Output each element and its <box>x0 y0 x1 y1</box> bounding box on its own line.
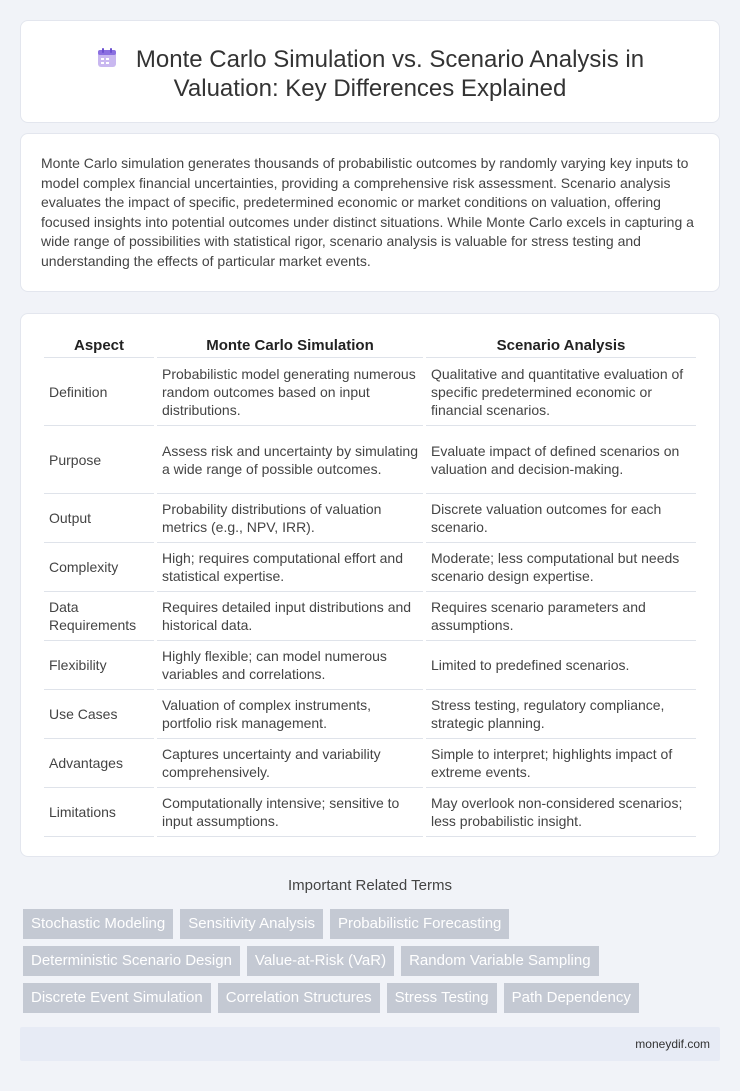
aspect-cell: Advantages <box>44 739 154 788</box>
tag-deterministic-scenario-design[interactable]: Deterministic Scenario Design <box>23 946 240 976</box>
table-row <box>44 543 696 592</box>
tag-random-variable-sampling[interactable]: Random Variable Sampling <box>401 946 599 976</box>
tag-discrete-event-simulation[interactable]: Discrete Event Simulation <box>23 983 211 1013</box>
tag-path-dependency[interactable]: Path Dependency <box>504 983 639 1013</box>
aspect-cell: Complexity <box>44 543 154 592</box>
intro-card <box>20 133 720 292</box>
footer-site[interactable]: moneydif.com <box>635 1037 710 1051</box>
tag-row <box>23 946 723 976</box>
tag-probabilistic-forecasting[interactable]: Probabilistic Forecasting <box>330 909 509 939</box>
aspect-cell: Use Cases <box>44 690 154 739</box>
scenario-cell: Evaluate impact of defined scenarios on valuation and decision-making. <box>426 426 696 494</box>
aspect-cell: Output <box>44 494 154 543</box>
aspect-cell: Limitations <box>44 788 154 837</box>
page-title <box>21 45 719 103</box>
monte-carlo-cell: Probability distributions of valuation metrics (e.g., NPV, IRR). <box>157 494 423 543</box>
table-row <box>44 494 696 543</box>
tag-row <box>23 909 723 939</box>
monte-carlo-cell: Captures uncertainty and variability comprehensively. <box>157 739 423 788</box>
title-line-2: Valuation: Key Differences Explained <box>173 75 567 102</box>
related-terms <box>23 909 723 1020</box>
monte-carlo-cell: High; requires computational effort and statistical expertise. <box>157 543 423 592</box>
monte-carlo-cell: Requires detailed input distributions and historical data. <box>157 592 423 641</box>
calendar-icon <box>96 47 118 69</box>
tag-stress-testing[interactable]: Stress Testing <box>387 983 497 1013</box>
footer <box>20 1027 720 1061</box>
table-row <box>44 788 696 837</box>
monte-carlo-cell: Assess risk and uncertainty by simulating a wide range of possible outcomes. <box>157 426 423 494</box>
header-scenario: Scenario Analysis <box>426 334 696 358</box>
table-row <box>44 592 696 641</box>
aspect-cell: Flexibility <box>44 641 154 690</box>
scenario-cell: Simple to interpret; highlights impact of extreme events. <box>426 739 696 788</box>
related-terms-title: Important Related Terms <box>288 877 452 894</box>
monte-carlo-cell: Probabilistic model generating numerous random outcomes based on input distributions. <box>157 358 423 426</box>
table-row <box>44 358 696 426</box>
scenario-cell: Requires scenario parameters and assumptions. <box>426 592 696 641</box>
header-aspect: Aspect <box>44 334 154 358</box>
tag-value-at-risk[interactable]: Value-at-Risk (VaR) <box>247 946 394 976</box>
header-monte-carlo: Monte Carlo Simulation <box>157 334 423 358</box>
tag-stochastic-modeling[interactable]: Stochastic Modeling <box>23 909 173 939</box>
tag-correlation-structures[interactable]: Correlation Structures <box>218 983 380 1013</box>
tag-sensitivity-analysis[interactable]: Sensitivity Analysis <box>180 909 323 939</box>
scenario-cell: Qualitative and quantitative evaluation of specific predetermined economic or financial scenarios. <box>426 358 696 426</box>
table-header-row <box>44 334 696 358</box>
comparison-card <box>20 313 720 857</box>
scenario-cell: Limited to predefined scenarios. <box>426 641 696 690</box>
scenario-cell: Moderate; less computational but needs scenario design expertise. <box>426 543 696 592</box>
aspect-cell: Definition <box>44 358 154 426</box>
monte-carlo-cell: Computationally intensive; sensitive to input assumptions. <box>157 788 423 837</box>
table-row <box>44 426 696 494</box>
scenario-cell: Stress testing, regulatory compliance, strategic planning. <box>426 690 696 739</box>
aspect-cell: Purpose <box>44 426 154 494</box>
monte-carlo-cell: Valuation of complex instruments, portfolio risk management. <box>157 690 423 739</box>
scenario-cell: Discrete valuation outcomes for each scenario. <box>426 494 696 543</box>
title-card <box>20 20 720 123</box>
aspect-cell: Data Requirements <box>44 592 154 641</box>
title-line-1: Monte Carlo Simulation vs. Scenario Analysis in <box>135 46 645 73</box>
scenario-cell: May overlook non-considered scenarios; less probabilistic insight. <box>426 788 696 837</box>
tag-row <box>23 983 723 1013</box>
monte-carlo-cell: Highly flexible; can model numerous variables and correlations. <box>157 641 423 690</box>
intro-paragraph: Monte Carlo simulation generates thousands of probabilistic outcomes by randomly varying key inputs to model complex financial uncertainties, providing a comprehensive risk assessment. Scenario analysis evaluates the impact of specific, predetermined economic or market conditions on valuation, offering focused insights into potential outcomes under distinct situations. While Monte Carlo excels in capturing a wide range of possibilities with statistical rigor, scenario analysis is valuable for stress testing and understanding the effects of particular market events. <box>41 155 694 269</box>
table-row <box>44 641 696 690</box>
comparison-table <box>41 334 699 837</box>
table-row <box>44 690 696 739</box>
table-row <box>44 739 696 788</box>
